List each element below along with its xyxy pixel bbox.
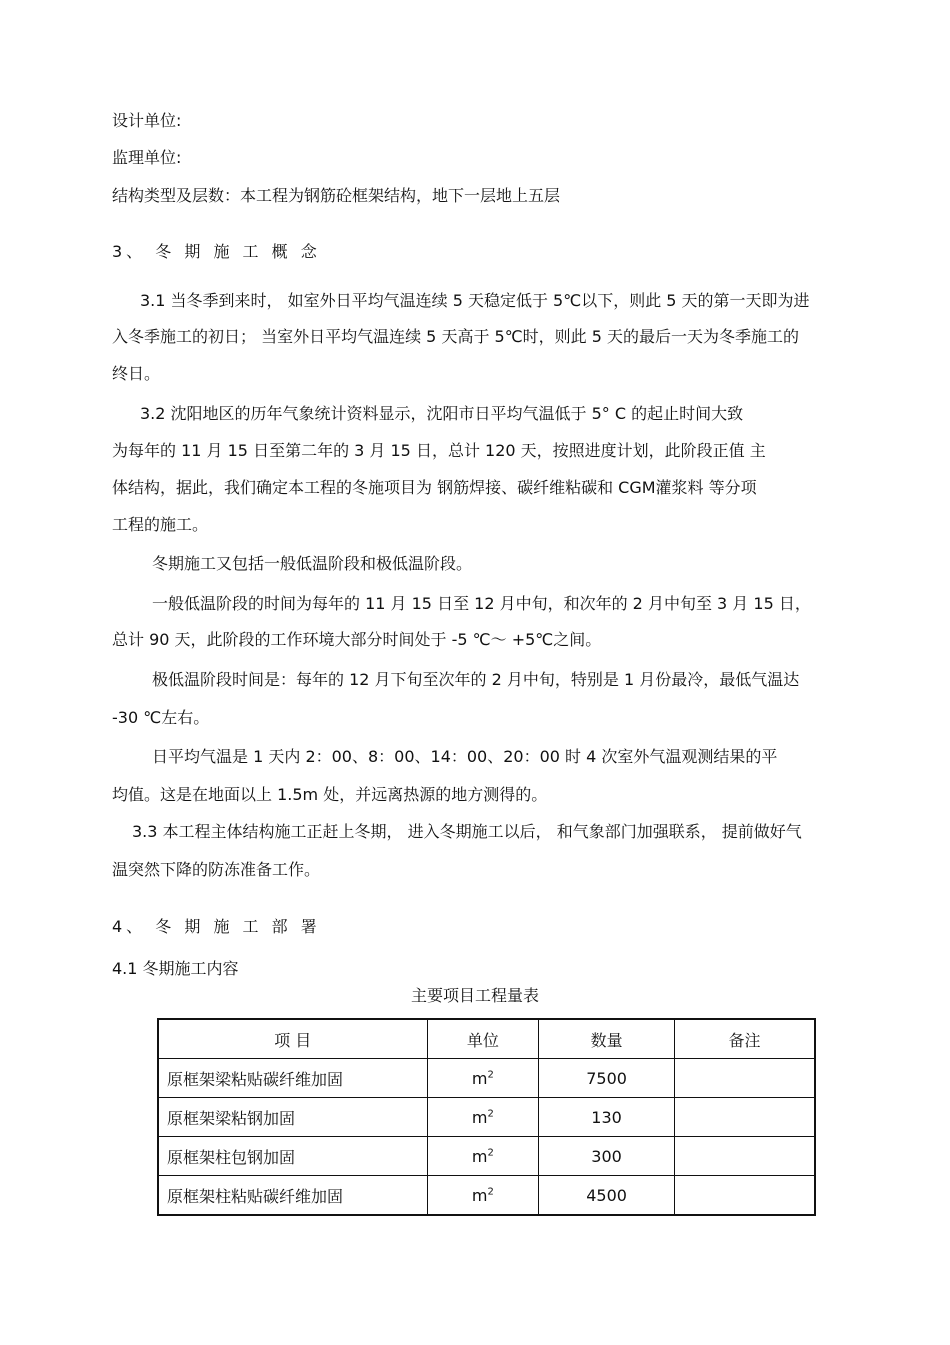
cell-qty: 4500 xyxy=(539,1176,675,1216)
p-extreme-line2: -30 ℃左右。 xyxy=(112,708,210,727)
p32-line3: 体结构，据此，我们确定本工程的冬施项目为 钢筋焊接、碳纤维粘碳和 CGM灌浆料 等分项 xyxy=(112,478,757,497)
table-row xyxy=(158,1059,815,1098)
table-caption: 主要项目工程量表 xyxy=(410,986,539,1005)
p-avg-line1: 日平均气温是 1 天内 2：00、8：00、14：00、20：00 时 4 次室外气温观测结果的平 xyxy=(152,747,778,766)
cell-note xyxy=(674,1176,815,1216)
p33-line1: 3.3 本工程主体结构施工正赶上冬期， 进入冬期施工以后， 和气象部门加强联系， 提前做好气 xyxy=(132,822,802,841)
cell-unit: $m^2$ xyxy=(427,1059,539,1098)
cell-unit: $m^2$ xyxy=(427,1098,539,1137)
p33-line2: 温突然下降的防冻准备工作。 xyxy=(112,860,321,879)
section3-heading: 3、 冬 期 施 工 概 念 xyxy=(112,242,321,261)
sub41-heading: 4.1 冬期施工内容 xyxy=(112,959,239,978)
p-low-line2: 总计 90 天，此阶段的工作环境大部分时间处于 -5 ℃～ +5℃之间。 xyxy=(112,630,602,649)
table-row xyxy=(158,1176,815,1216)
p32-line1: 3.2 沈阳地区的历年气象统计资料显示，沈阳市日平均气温低于 5° C 的起止时间大致 xyxy=(140,404,744,423)
cell-qty: 130 xyxy=(539,1098,675,1137)
supervision-unit: 监理单位: xyxy=(112,148,182,167)
cell-qty: 7500 xyxy=(539,1059,675,1098)
structure-type: 结构类型及层数：本工程为钢筋砼框架结构，地下一层地上五层 xyxy=(112,186,561,205)
cell-qty: 300 xyxy=(539,1137,675,1176)
cell-unit: $m^2$ xyxy=(427,1176,539,1216)
table-row xyxy=(158,1098,815,1137)
p31-line3: 终日。 xyxy=(112,364,161,383)
cell-item: 原框架梁粘贴碳纤维加固 xyxy=(158,1059,427,1098)
p-low-line1: 一般低温阶段的时间为每年的 11 月 15 日至 12 月中旬，和次年的 2 月中旬至 3 月 15 日， xyxy=(152,594,811,613)
cell-note xyxy=(674,1059,815,1098)
header-qty: 数量 xyxy=(539,1019,675,1059)
cell-unit: $m^2$ xyxy=(427,1137,539,1176)
header-note: 备注 xyxy=(674,1019,815,1059)
p-avg-line2: 均值。这是在地面以上 1.5m 处，并远离热源的地方测得的。 xyxy=(112,785,548,804)
p31-line1: 3.1 当冬季到来时， 如室外日平均气温连续 5 天稳定低于 5℃以下，则此 5 天的第一天即为进 xyxy=(140,291,810,310)
table-row xyxy=(158,1137,815,1176)
cell-note xyxy=(674,1098,815,1137)
p31-line2: 入冬季施工的初日； 当室外日平均气温连续 5 天高于 5℃时，则此 5 天的最后一天为冬季施工的 xyxy=(112,327,800,346)
cell-item: 原框架梁粘钢加固 xyxy=(158,1098,427,1137)
p32-line2: 为每年的 11 月 15 日至第二年的 3 月 15 日，总计 120 天，按照进度计划，此阶段正值 主 xyxy=(112,441,766,460)
p32-line4: 工程的施工。 xyxy=(112,515,209,534)
p-stages: 冬期施工又包括一般低温阶段和极低温阶段。 xyxy=(152,554,473,573)
p-extreme-line1: 极低温阶段时间是：每年的 12 月下旬至次年的 2 月中旬，特别是 1 月份最冷，最低气温达 xyxy=(152,670,800,689)
table-header-row xyxy=(158,1019,815,1059)
design-unit: 设计单位: xyxy=(112,111,182,130)
cell-item: 原框架柱粘贴碳纤维加固 xyxy=(158,1176,427,1216)
cell-item: 原框架柱包钢加固 xyxy=(158,1137,427,1176)
section4-heading: 4、 冬 期 施 工 部 署 xyxy=(112,917,321,936)
cell-note xyxy=(674,1137,815,1176)
quantity-table xyxy=(157,1018,816,1216)
header-item: 项 目 xyxy=(158,1019,427,1059)
header-unit: 单位 xyxy=(427,1019,539,1059)
